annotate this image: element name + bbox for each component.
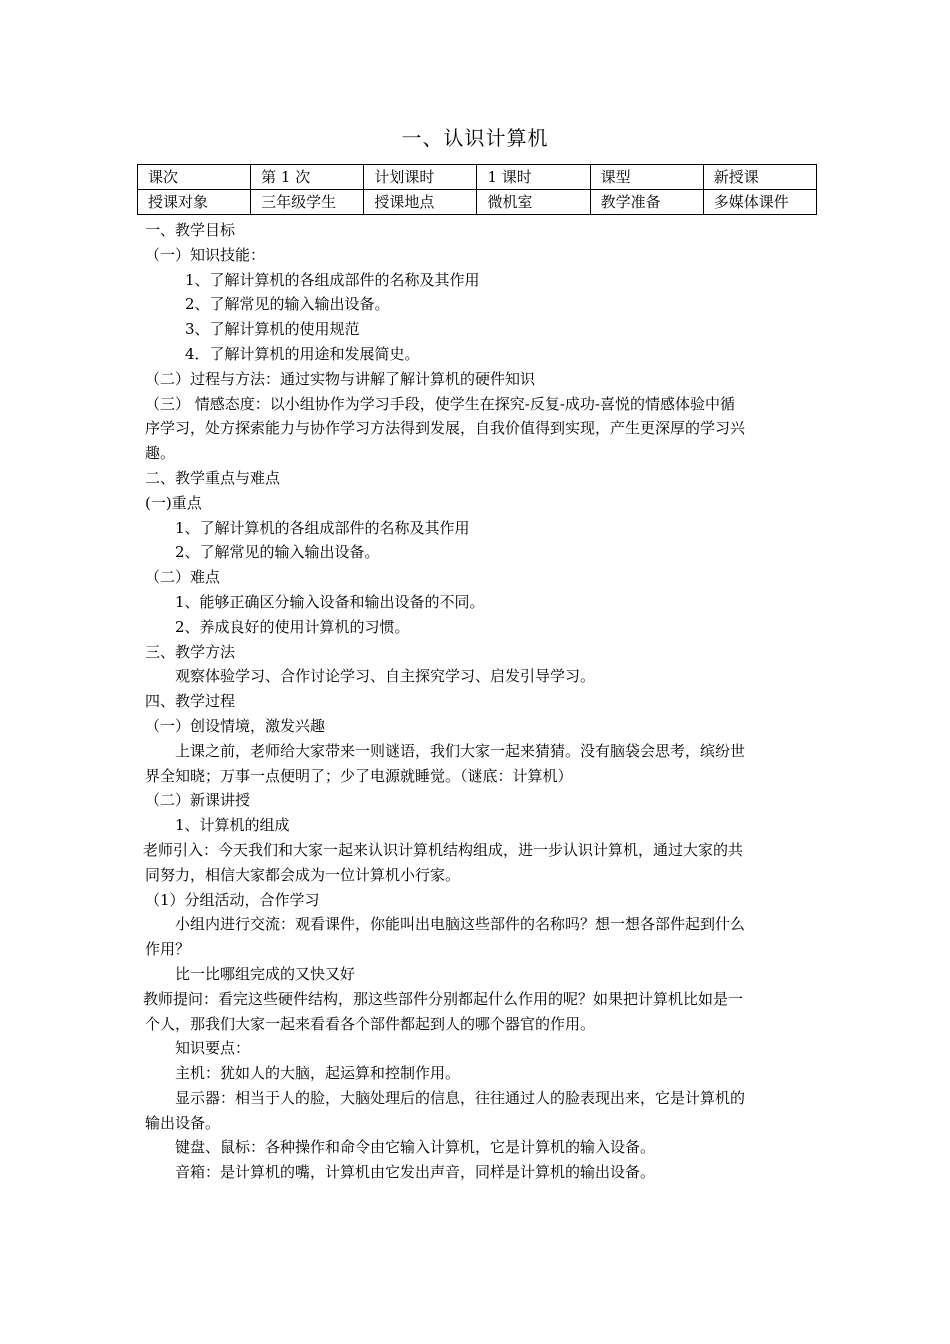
- paragraph-line: 教师提问：看完这些硬件结构，那这些部件分别都起什么作用的呢？如果把计算机比如是一: [143, 989, 744, 1008]
- list-item: 4．了解计算机的用途和发展简史。: [185, 344, 420, 363]
- paragraph-line: 键盘、鼠标：各种操作和命令由它输入计算机，它是计算机的输入设备。: [175, 1138, 656, 1157]
- lesson-content: [145, 218, 810, 1185]
- paragraph-line: 作用？: [145, 940, 191, 959]
- paragraph-line: 界全知晓；万事一点便明了；少了电源就睡觉。（谜底：计算机）: [145, 766, 573, 785]
- paragraph-line: 同努力，相信大家都会成为一位计算机小行家。: [145, 865, 461, 884]
- subsection-heading: (一)重点: [145, 493, 202, 512]
- paragraph-line: （三） 情感态度：以小组协作为学习手段，使学生在探究-反复-成功-喜悦的情感体验中循: [145, 394, 735, 413]
- table-cell: 第 1 次: [251, 165, 364, 190]
- subsection-heading: （1）分组活动，合作学习: [145, 890, 320, 909]
- paragraph-line: 小组内进行交流：观看课件，你能叫出电脑这些部件的名称吗？想一想各部件起到什么: [175, 915, 746, 934]
- subsection-heading: （一）知识技能：: [145, 245, 266, 264]
- paragraph-line: 输出设备。: [145, 1113, 221, 1132]
- list-item: 1、计算机的组成: [175, 816, 290, 835]
- paragraph-line: 显示器：相当于人的脸，大脑处理后的信息，往往通过人的脸表现出来，它是计算机的: [175, 1088, 746, 1107]
- lesson-info-table: [137, 164, 817, 215]
- paragraph-line: 观察体验学习、合作讨论学习、自主探究学习、启发引导学习。: [175, 667, 596, 686]
- paragraph-line: 比一比哪组完成的又快又好: [175, 964, 356, 983]
- table-cell: 计划课时: [364, 165, 477, 190]
- table-row: [138, 165, 817, 190]
- page-title: 一、认识计算机: [401, 126, 549, 150]
- table-cell: 教学准备: [590, 190, 703, 215]
- list-item: 1、能够正确区分输入设备和输出设备的不同。: [175, 592, 485, 611]
- list-item: 3、了解计算机的使用规范: [185, 320, 360, 339]
- subsection-heading: （二）新课讲授: [145, 791, 251, 810]
- paragraph-line: 主机：犹如人的大脑，起运算和控制作用。: [175, 1064, 461, 1083]
- table-cell: 三年级学生: [251, 190, 364, 215]
- table-cell: 微机室: [477, 190, 590, 215]
- paragraph-line: 趣。: [145, 444, 176, 463]
- subsection-heading: （二）过程与方法：通过实物与讲解了解计算机的硬件知识: [145, 369, 536, 388]
- paragraph-line: 音箱：是计算机的嘴，计算机由它发出声音，同样是计算机的输出设备。: [175, 1163, 656, 1182]
- paragraph-line: 知识要点：: [175, 1039, 251, 1058]
- paragraph-line: 上课之前，老师给大家带来一则谜语，我们大家一起来猜猜。没有脑袋会思考，缤纷世: [175, 741, 746, 760]
- table-cell: 多媒体课件: [703, 190, 816, 215]
- subsection-heading: （二）难点: [145, 568, 221, 587]
- list-item: 1、了解计算机的各组成部件的名称及其作用: [175, 518, 470, 537]
- table-cell: 1 课时: [477, 165, 590, 190]
- table-cell: 新授课: [703, 165, 816, 190]
- section-heading: 四、教学过程: [145, 692, 236, 711]
- list-item: 2、了解常见的输入输出设备。: [175, 543, 380, 562]
- table-cell: 课型: [590, 165, 703, 190]
- list-item: 2、了解常见的输入输出设备。: [185, 295, 390, 314]
- paragraph-line: 个人，那我们大家一起来看看各个部件都起到人的哪个器官的作用。: [145, 1014, 596, 1033]
- list-item: 2、养成良好的使用计算机的习惯。: [175, 617, 410, 636]
- section-heading: 三、教学方法: [145, 642, 236, 661]
- subsection-heading: （一）创设情境，激发兴趣: [145, 716, 326, 735]
- paragraph-line: 老师引入：今天我们和大家一起来认识计算机结构组成，进一步认识计算机，通过大家的共: [143, 840, 744, 859]
- list-item: 1、了解计算机的各组成部件的名称及其作用: [185, 270, 480, 289]
- section-heading: 二、教学重点与难点: [145, 468, 281, 487]
- table-cell: 授课对象: [138, 190, 251, 215]
- section-heading: 一、教学目标: [145, 221, 236, 239]
- table-row: [138, 190, 817, 215]
- paragraph-line: 序学习，处方探索能力与协作学习方法得到发展，自我价值得到实现，产生更深厚的学习兴: [145, 419, 746, 438]
- table-cell: 课次: [138, 165, 251, 190]
- table-cell: 授课地点: [364, 190, 477, 215]
